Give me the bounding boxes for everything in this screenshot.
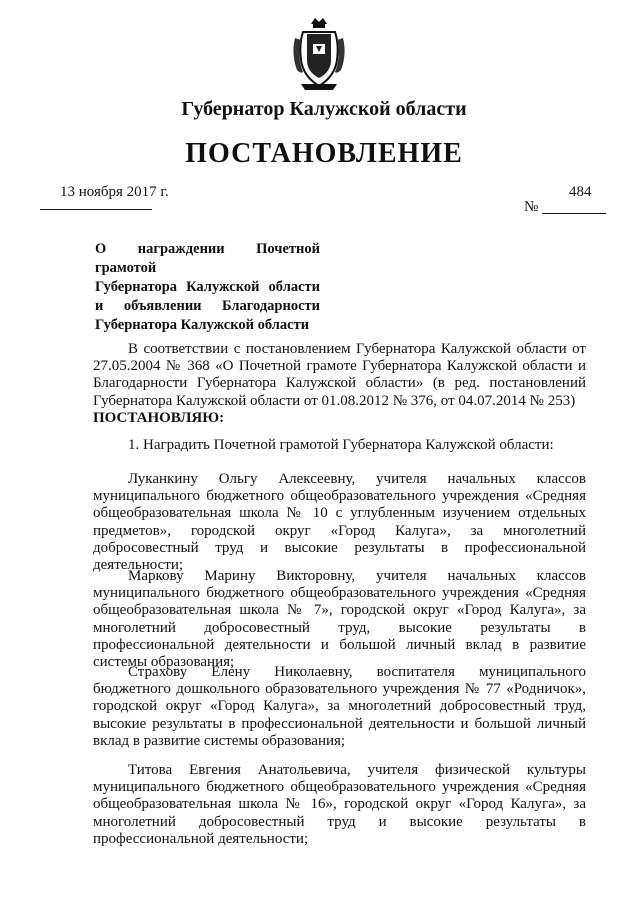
document-subject [95, 240, 320, 335]
awardee-text: Луканкину Ольгу Алексеевну, учителя начальных классов муниципального бюджетного общеобразовательного учреждения «Средняя общеобразовательная школа № 10 с углубленным изучением отдельных предметов», городской округ «Город Калуга», за многолетний добросовестный труд и высокие результаты в профессиональной деятельности; [93, 471, 586, 574]
preamble-block [93, 341, 586, 427]
decree-word: ПОСТАНОВЛЯЮ: [93, 409, 225, 426]
awardee-paragraph [93, 471, 586, 574]
item-1 [93, 437, 586, 454]
awardee-text: Титова Евгения Анатольевича, учителя физической культуры муниципального бюджетного общеобразовательного учреждения «Средняя общеобразовательная школа № 16», городской округ «Город Калуга», за многолетний добросовестный труд и высокие результаты в профессиональной деятельности; [93, 762, 586, 847]
awardee-paragraph [93, 664, 586, 750]
subject-line: Губернатора Калужской области [95, 279, 320, 295]
document-type-title: ПОСТАНОВЛЕНИЕ [185, 138, 463, 169]
issuing-authority: Губернатор Калужской области [181, 98, 467, 120]
awardee-paragraph [93, 568, 586, 671]
awardee-paragraph [93, 762, 586, 848]
subject-line: О награждении Почетной грамотой [95, 241, 320, 276]
awardee-text: Страхову Елену Николаевну, воспитателя муниципального бюджетного дошкольного образовательного учреждения № 77 «Родничок», городской округ «Город Калуга», за многолетний добросовестный труд, высокие результаты в профессиональной деятельности и большой личный вклад в развитие системы образования; [93, 664, 586, 749]
item-1-text: 1. Наградить Почетной грамотой Губернатора Калужской области: [128, 437, 554, 453]
number-sign: № [524, 199, 539, 215]
coat-of-arms-icon [289, 14, 349, 94]
date-underline [40, 209, 152, 210]
subject-line: и объявлении Благодарности [95, 298, 320, 314]
number-underline [542, 213, 606, 214]
preamble-text: В соответствии с постановлением Губернатора Калужской области от 27.05.2004 № 368 «О Почетной грамоте Губернатора Калужской области и Благодарности Губернатора Калужской области» (в ред. постановлений Губернатора Калужской области от 01.08.2012 № 376, от 04.07.2014 № 253) [93, 341, 586, 409]
document-number: 484 [569, 184, 592, 200]
awardee-text: Маркову Марину Викторовну, учителя начальных классов муниципального бюджетного общеобразовательного учреждения «Средняя общеобразовательная школа № 7», городской округ «Город Калуга», за многолетний добросовестный труд, высокие результаты в профессиональной деятельности и большой личный вклад в развитие системы образования; [93, 568, 586, 671]
subject-line: Губернатора Калужской области [95, 317, 310, 333]
document-date: 13 ноября 2017 г. [60, 184, 169, 200]
